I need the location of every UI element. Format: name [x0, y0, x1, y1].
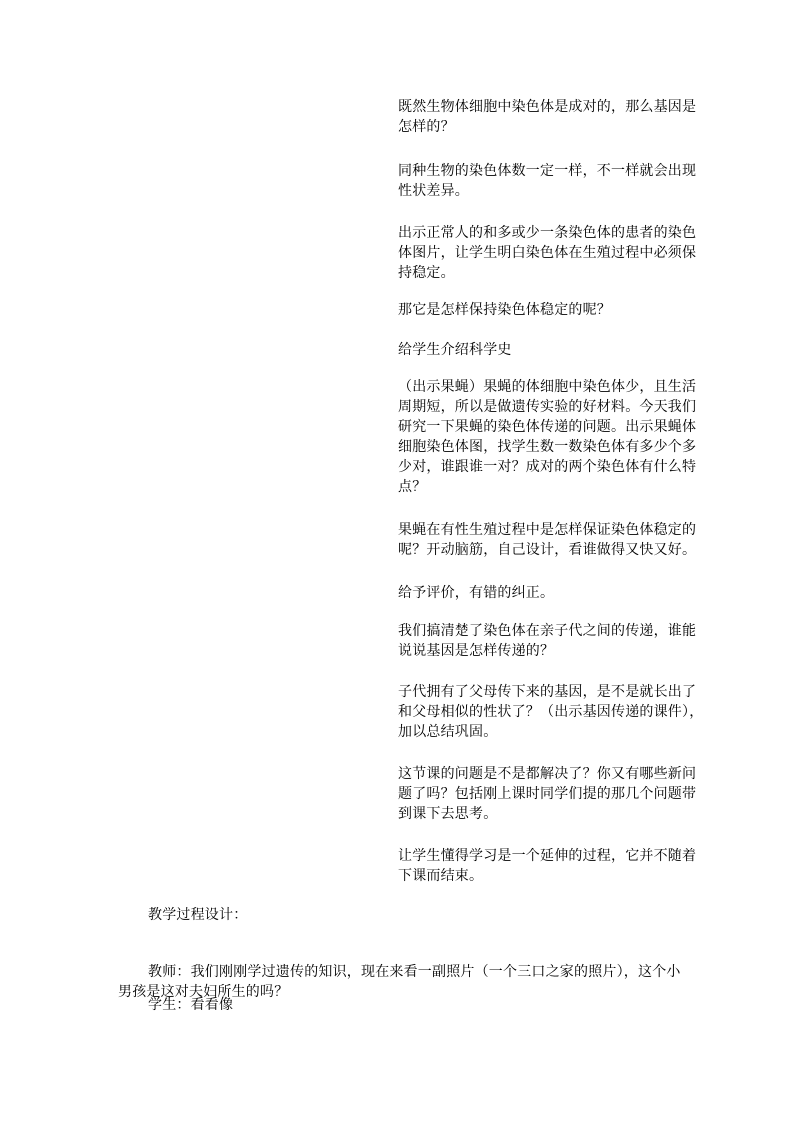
paragraph-new-questions: 这节课的问题是不是都解决了？你又有哪些新问 题了吗？包括刚上课时同学们提的那几个问题带 到课下去思考。 — [398, 766, 697, 822]
paragraph-gene-pairs: 既然生物体细胞中染色体是成对的，那么基因是 怎样的？ — [398, 99, 697, 135]
paragraph-science-history: 给学生介绍科学史 — [398, 342, 512, 358]
teacher-dialogue-line-2: 男孩是这对夫妇所生的吗？ — [118, 984, 289, 1000]
student-dialogue: 学生：看看像 — [148, 997, 234, 1013]
paragraph-evaluation: 给予评价，有错的纠正。 — [398, 585, 555, 601]
paragraph-gene-transfer: 我们搞清楚了染色体在亲子代之间的传递，谁能 说说基因是怎样传递的？ — [398, 623, 697, 659]
paragraph-learning-extension: 让学生懂得学习是一个延伸的过程，它并不随着 下课而结束。 — [398, 848, 697, 884]
paragraph-stability-question: 那它是怎样保持染色体稳定的呢？ — [398, 302, 611, 318]
teacher-dialogue-line-1: 教师：我们刚刚学过遗传的知识，现在来看一副照片（一个三口之家的照片），这个小 — [148, 964, 681, 980]
section-heading: 教学过程设计： — [148, 907, 248, 923]
paragraph-chromosome-number: 同种生物的染色体数一定一样，不一样就会出现 性状差异。 — [398, 163, 697, 199]
paragraph-sexual-reproduction: 果蝇在有性生殖过程中是怎样保证染色体稳定的 呢？开动脑筋，自己设计，看谁做得又快又好。 — [398, 522, 697, 558]
paragraph-fruit-fly: （出示果蝇）果蝇的体细胞中染色体少，且生活 周期短，所以是做遗传实验的好材料。今天我们 研究一下果蝇的染色体传递的问题。出示果蝇体 细胞染色体图，找学生数一数染色体有多少个多 少对，谁跟谁一对？成对的两个染色体有什么特 点？ — [398, 379, 697, 495]
paragraph-inherited-traits: 子代拥有了父母传下来的基因，是不是就长出了 和父母相似的性状了？（出示基因传递的课件）， 加以总结巩固。 — [398, 684, 704, 740]
paragraph-chromosome-images: 出示正常人的和多或少一条染色体的患者的染色 体图片，让学生明白染色体在生殖过程中必须保 持稳定。 — [398, 225, 697, 281]
